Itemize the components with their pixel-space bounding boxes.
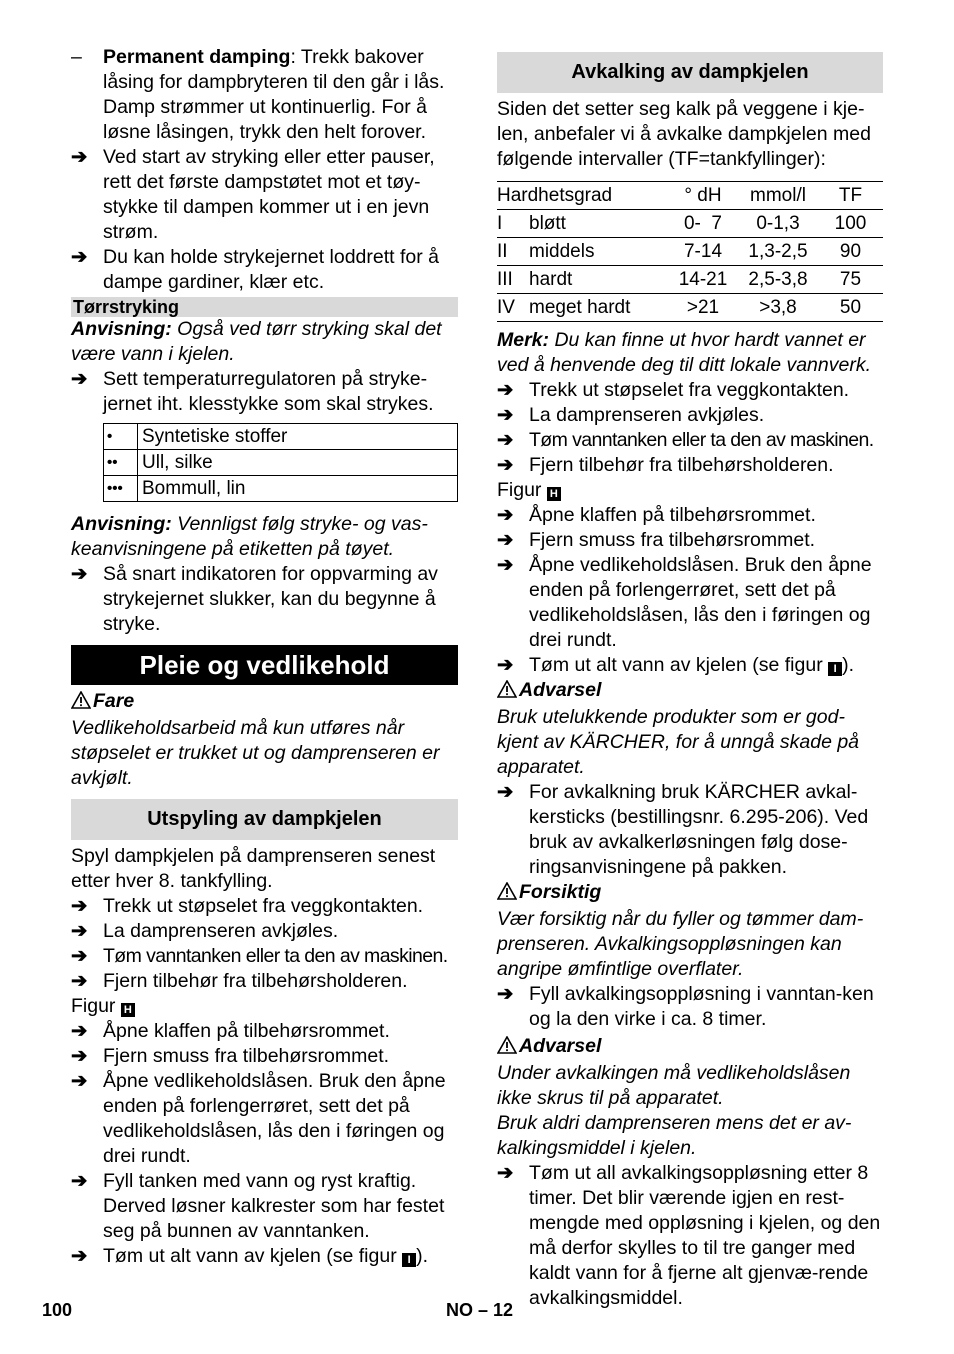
step-text: Fjern tilbehør fra tilbehørsholderen.: [529, 454, 834, 476]
step-text: La damprenseren avkjøles.: [529, 404, 765, 426]
arrow-icon: ➔: [71, 920, 88, 942]
note-dry-ironing: [71, 317, 458, 367]
fabric-label: Syntetiske stoffer: [138, 424, 458, 450]
table-cell: 75: [818, 266, 883, 294]
descale-step: [497, 653, 883, 678]
step-text: Åpne klaffen på tilbehørsrommet.: [103, 1020, 390, 1042]
arrow-icon: ➔: [71, 1245, 88, 1267]
step-text: Sett temperaturregulatoren på stryke-jernet iht. klesstykke som skal strykes.: [103, 368, 434, 415]
descale-step: [497, 378, 883, 403]
step-text: Du kan holde strykejernet loddrett for å dampe gardiner, klær etc.: [103, 246, 440, 293]
table-cell: 0-1,3: [738, 210, 818, 238]
caution-label: Forsiktig: [519, 881, 602, 903]
table-cell: hardt: [529, 266, 668, 294]
arrow-icon: ➔: [497, 454, 514, 476]
flush-heading: Utspyling av dampkjelen: [71, 799, 458, 840]
dot-symbol: ••: [104, 450, 138, 476]
fabric-label: Ull, silke: [138, 450, 458, 476]
warning-triangle-icon: [497, 680, 519, 705]
caution-text: Vær forsiktig når du fyller og tømmer dam-prenseren. Avkalkingsoppløsningen kan angripe ømfintlige overflater.: [497, 908, 864, 980]
descale-step: [497, 503, 883, 528]
step-text: Åpne vedlikeholdslåsen. Bruk den åpne enden på forlengerrøret, sett det på vedlikeholdslåsen, lås den i føringen og drei rundt.: [103, 1070, 446, 1167]
arrow-icon: ➔: [71, 895, 88, 917]
step-text: Fjern smuss fra tilbehørsrommet.: [529, 529, 816, 551]
warning-text: Bruk utelukkende produkter som er god-kjent av KÄRCHER, for å unngå skade på apparatet.: [497, 706, 860, 778]
permanent-damping-text: : Trekk bakover låsing for dampbryteren til den går i lås. Damp strømmer ut kontinuerlig. For å løsne låsingen, trykk den helt forover.: [103, 46, 445, 143]
step-text: Tøm ut all avkalkingsoppløsning etter 8 timer. Det blir værende igjen en rest-mengde med oppløsning i kjelen, og den må derfor skylles to til tre ganger med kaldt vann for å fjerne alt gjenvæ-rende avkalkingsmiddel.: [529, 1162, 881, 1309]
descale-step: [497, 780, 883, 880]
step-text: Tøm vanntanken eller ta den av maskinen.: [529, 429, 874, 451]
descale-step: [497, 453, 883, 478]
table-cell: >21: [668, 294, 738, 322]
arrow-icon: ➔: [71, 1020, 88, 1042]
table-cell: 2,5-3,8: [738, 266, 818, 294]
step-text: For avkalkning bruk KÄRCHER avkal-kersticks (bestillingsnr. 6.295-206). Ved bruk av avkalkerløsningen følg dose-ringsanvisningene på pakken.: [529, 781, 869, 878]
descale-step: [497, 428, 883, 453]
flush-step: [71, 1169, 458, 1244]
flush-intro: Spyl dampkjelen på damprenseren senest etter hver 8. tankfylling.: [71, 845, 436, 892]
figure-h-icon: H: [547, 487, 561, 501]
column-header: mmol/l: [738, 182, 818, 210]
note-wash-instructions: [71, 512, 458, 562]
step-temperature: [71, 367, 458, 417]
column-header: TF: [818, 182, 883, 210]
figure-reference: [497, 478, 883, 503]
arrow-icon: ➔: [71, 1070, 88, 1092]
table-cell: 7-14: [668, 238, 738, 266]
step-text: Fyll avkalkingsoppløsning i vanntan-ken og la den virke i ca. 8 timer.: [529, 983, 874, 1030]
left-column: [71, 45, 458, 1269]
table-cell: bløtt: [529, 210, 668, 238]
arrow-icon: ➔: [71, 368, 88, 390]
step-text: Åpne klaffen på tilbehørsrommet.: [529, 504, 816, 526]
hardness-table: [497, 181, 883, 322]
flush-step: [71, 1244, 458, 1269]
descale-step: [497, 982, 883, 1032]
step-text-post: ).: [416, 1245, 429, 1267]
arrow-icon: ➔: [497, 781, 514, 803]
table-row: [104, 424, 458, 450]
care-maintenance-heading: Pleie og vedlikehold: [71, 645, 458, 685]
figure-h-icon: H: [121, 1003, 135, 1017]
step-text-pre: Tøm ut alt vann av kjelen (se figur: [529, 654, 829, 676]
arrow-icon: ➔: [497, 654, 514, 676]
step-text: Fyll tanken med vann og ryst kraftig. Derved løsner kalkrester som har festet seg på bunnen av vanntanken.: [103, 1170, 445, 1242]
caution-heading: [497, 880, 883, 907]
danger-heading: [71, 689, 458, 716]
column-header: Hardhetsgrad: [497, 182, 668, 210]
danger-text: Vedlikeholdsarbeid må kun utføres når støpselet er trukket ut og damprenseren er avkjølt.: [71, 717, 440, 789]
arrow-icon: ➔: [71, 246, 88, 268]
column-header: ° dH: [668, 182, 738, 210]
descale-step: [497, 403, 883, 428]
warning-text: Under avkalkingen må vedlikeholdslåsen ikke skrus til på apparatet.: [497, 1062, 851, 1109]
warning-heading: [497, 1034, 883, 1061]
arrow-icon: ➔: [71, 945, 87, 967]
merk-note: [497, 328, 883, 378]
note-label: Anvisning:: [71, 318, 172, 340]
descale-step: [497, 528, 883, 553]
note-label: Merk:: [497, 329, 550, 351]
descale-step: [497, 1161, 883, 1311]
table-cell: III: [497, 266, 529, 294]
dry-ironing-heading: Tørrstryking: [71, 297, 458, 317]
arrow-icon: ➔: [497, 429, 513, 451]
warning-triangle-icon: [497, 1036, 519, 1061]
figure-label: Figur: [497, 479, 542, 501]
descale-heading: Avkalking av dampkjelen: [497, 52, 883, 93]
table-cell: IV: [497, 294, 529, 322]
step-text: Trekk ut støpselet fra veggkontakten.: [529, 379, 850, 401]
dot-symbol: •: [104, 424, 138, 450]
table-row: [497, 266, 883, 294]
flush-step: [71, 1044, 458, 1069]
descale-intro: Siden det setter seg kalk på veggene i kje-len, anbefaler vi å avkalke dampkjelen med følgende intervaller (TF=tankfyllinger):: [497, 98, 871, 170]
warning-label: Advarsel: [519, 1035, 602, 1057]
arrow-icon: ➔: [71, 1045, 88, 1067]
flush-step: [71, 944, 458, 969]
step-text: Tøm vanntanken eller ta den av maskinen.: [103, 945, 448, 967]
figure-reference: [71, 994, 458, 1019]
table-cell: 90: [818, 238, 883, 266]
step-text-pre: Tøm ut alt vann av kjelen (se figur: [103, 1245, 403, 1267]
right-column: [497, 52, 883, 1311]
flush-step: [71, 1019, 458, 1044]
step-text: Fjern smuss fra tilbehørsrommet.: [103, 1045, 390, 1067]
step-text-post: ).: [842, 654, 855, 676]
warning-triangle-icon: [497, 882, 519, 907]
step-vertical-steam: [71, 245, 458, 295]
step-indicator: [71, 562, 458, 637]
arrow-icon: ➔: [497, 529, 514, 551]
table-cell: 100: [818, 210, 883, 238]
note-text: Også ved tørr stryking skal det være vann i kjelen.: [71, 318, 442, 365]
table-cell: >3,8: [738, 294, 818, 322]
note-label: Anvisning:: [71, 513, 172, 535]
fabric-label: Bommull, lin: [138, 476, 458, 502]
table-cell: middels: [529, 238, 668, 266]
arrow-icon: ➔: [497, 504, 514, 526]
table-cell: II: [497, 238, 529, 266]
arrow-icon: ➔: [497, 554, 514, 576]
warning-triangle-icon: [71, 691, 93, 716]
figure-label: Figur: [71, 995, 116, 1017]
table-row: [104, 450, 458, 476]
permanent-damping-term: Permanent damping: [103, 46, 291, 68]
flush-step: [71, 1069, 458, 1169]
arrow-icon: ➔: [71, 146, 88, 168]
note-text: Du kan finne ut hvor hardt vannet er ved å henvende deg til ditt lokale vannverk.: [497, 329, 871, 376]
step-text: Åpne vedlikeholdslåsen. Bruk den åpne enden på forlengerrøret, sett det på vedlikeholdslåsen, lås den i føringen og drei rundt.: [529, 554, 872, 651]
arrow-icon: ➔: [71, 563, 88, 585]
arrow-icon: ➔: [497, 983, 514, 1005]
arrow-icon: ➔: [497, 379, 514, 401]
table-cell: 1,3-2,5: [738, 238, 818, 266]
table-cell: 14-21: [668, 266, 738, 294]
warning-heading: [497, 678, 883, 705]
section-label: NO – 12: [446, 1300, 514, 1320]
table-cell: meget hardt: [529, 294, 668, 322]
dash-marker: –: [71, 46, 82, 68]
step-text: Så snart indikatoren for oppvarming av strykejernet slukker, kan du begynne å stryke.: [103, 563, 438, 635]
permanent-damping-item: [71, 45, 458, 145]
fabric-table: [103, 423, 458, 502]
arrow-icon: ➔: [71, 1170, 88, 1192]
flush-step: [71, 894, 458, 919]
flush-step: [71, 919, 458, 944]
arrow-icon: ➔: [497, 1162, 514, 1184]
step-first-steam: [71, 145, 458, 245]
warning-label: Advarsel: [519, 679, 602, 701]
danger-label: Fare: [93, 690, 135, 712]
step-text: Trekk ut støpselet fra veggkontakten.: [103, 895, 424, 917]
table-header-row: [497, 182, 883, 210]
flush-step: [71, 969, 458, 994]
arrow-icon: ➔: [497, 404, 514, 426]
note-text: Vennligst følg stryke- og vas-keanvisningene på etiketten på tøyet.: [71, 513, 428, 560]
figure-i-icon: I: [402, 1253, 416, 1267]
warning-text: Bruk aldri damprenseren mens det er av-kalkingsmiddel i kjelen.: [497, 1112, 852, 1159]
table-cell: I: [497, 210, 529, 238]
step-text: Ved start av stryking eller etter pauser, rett det første dampstøtet mot et tøy-stykke til dampen kommer ut i en jevn strøm.: [103, 146, 435, 243]
table-cell: 50: [818, 294, 883, 322]
table-row: [497, 294, 883, 322]
dot-symbol: •••: [104, 476, 138, 502]
step-text: La damprenseren avkjøles.: [103, 920, 339, 942]
table-row: [497, 238, 883, 266]
table-cell: 0- 7: [668, 210, 738, 238]
page-number: 100: [42, 1300, 73, 1320]
step-text: Fjern tilbehør fra tilbehørsholderen.: [103, 970, 408, 992]
table-row: [497, 210, 883, 238]
figure-i-icon: I: [828, 662, 842, 676]
arrow-icon: ➔: [71, 970, 88, 992]
descale-step: [497, 553, 883, 653]
table-row: [104, 476, 458, 502]
